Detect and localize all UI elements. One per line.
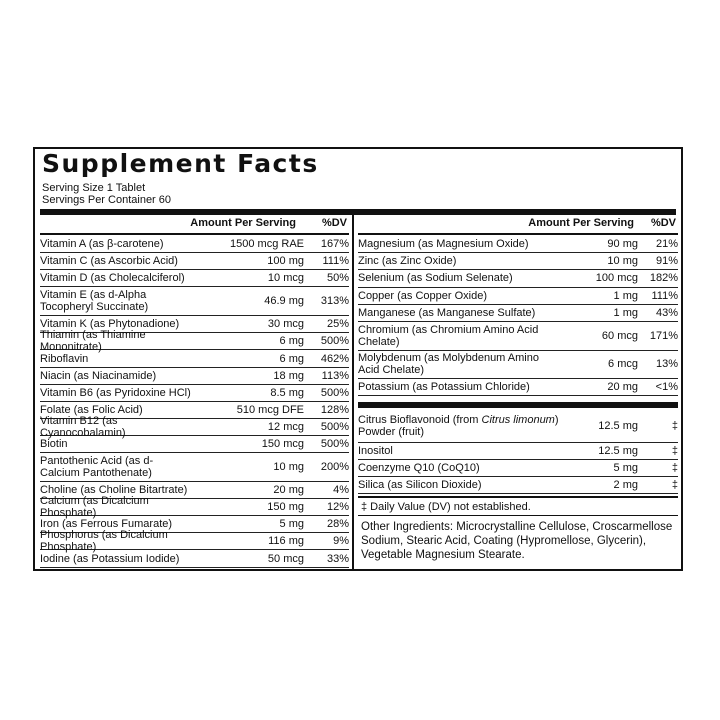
nutrient-amount: 12.5 mg	[598, 445, 638, 457]
nutrient-row	[40, 368, 349, 385]
nutrient-row	[40, 551, 349, 568]
right-header-dv: %DV	[650, 217, 676, 229]
nutrient-dv: 113%	[321, 369, 349, 382]
nutrient-row	[358, 236, 678, 253]
nutrient-amount: 5 mg	[279, 518, 304, 531]
left-column-header	[40, 217, 349, 229]
nutrient-amount: 90 mg	[607, 238, 638, 251]
nutrient-name: Vitamin B6 (as Pyridoxine HCl)	[40, 386, 191, 399]
right-header-rule	[358, 233, 678, 235]
other-ingredients: Other Ingredients: Microcrystalline Cellulose, Croscarmellose Sodium, Stearic Acid, Coating (Hypromellose, Glycerin), Vegetable Magnesium Stearate.	[361, 521, 673, 561]
nutrient-amount: 150 mg	[267, 501, 304, 514]
nutrient-amount: 46.9 mg	[264, 295, 304, 308]
nutrient-amount: 150 mcg	[261, 438, 304, 451]
nutrient-name: Magnesium (as Magnesium Oxide)	[358, 238, 529, 251]
nutrient-dv: 9%	[333, 535, 349, 548]
nutrient-row	[358, 351, 678, 380]
nutrient-dv: ‡	[671, 419, 678, 432]
nutrient-name: Vitamin E (as d-Alpha Tocopheryl Succinate)	[40, 289, 149, 314]
nutrient-amount: 20 mg	[607, 381, 638, 394]
nutrient-name: Vitamin K (as Phytonadione)	[40, 318, 180, 331]
nutrient-row	[40, 414, 349, 439]
nutrient-amount: 8.5 mg	[270, 386, 304, 399]
left-header-rule	[40, 233, 349, 235]
nutrient-name: Vitamin C (as Ascorbic Acid)	[40, 255, 178, 268]
nutrient-row	[40, 529, 349, 554]
nutrient-name: Citrus Bioflavonoid (from Citrus limonum) Powder (fruit)	[358, 413, 559, 438]
nutrient-row	[358, 460, 678, 477]
nutrient-dv: 167%	[320, 238, 349, 251]
nutrient-name: Silica (as Silicon Dioxide)	[358, 479, 482, 491]
nutrient-amount: 12 mcg	[267, 420, 304, 433]
left-header-dv: %DV	[321, 217, 347, 229]
nutrient-dv: 462%	[320, 352, 349, 365]
nutrient-name: Selenium (as Sodium Selenate)	[358, 272, 513, 285]
nutrient-name: Phosphorus (as Dicalcium Phosphate)	[40, 529, 168, 554]
nutrient-row	[40, 329, 349, 354]
nutrient-name: Iron (as Ferrous Fumarate)	[40, 518, 173, 531]
nutrient-amount: 6 mcg	[608, 358, 638, 371]
nutrient-name: Calcium (as Dicalcium Phosphate)	[40, 495, 149, 520]
nutrient-dv: 21%	[655, 238, 678, 251]
nutrient-dv: 43%	[655, 306, 678, 319]
nutrient-dv: 12%	[326, 501, 349, 514]
nutrient-row	[40, 495, 349, 520]
nutrient-name: Chromium (as Chromium Amino Acid Chelate)	[358, 323, 539, 348]
panel-title: Supplement Facts	[42, 149, 319, 178]
nutrient-dv: 500%	[320, 420, 349, 433]
nutrient-row	[358, 477, 678, 494]
nutrient-amount: 6 mg	[279, 335, 304, 348]
nutrient-amount: 116 mg	[268, 535, 304, 548]
nutrient-dv: 28%	[326, 518, 349, 531]
nutrient-name: Manganese (as Manganese Sulfate)	[358, 306, 536, 319]
nutrient-name: Copper (as Copper Oxide)	[358, 289, 488, 302]
nutrient-name: Pantothenic Acid (as d-Calcium Pantothenate)	[40, 455, 154, 480]
nutrient-amount: 10 mg	[607, 255, 638, 268]
nutrient-name: Vitamin A (as β-carotene)	[40, 238, 164, 251]
nutrient-name: Riboflavin	[40, 352, 89, 365]
nutrient-dv: 128%	[320, 403, 349, 416]
nutrient-dv: ‡	[671, 445, 678, 457]
right-section-rule	[358, 402, 678, 408]
nutrient-name: Vitamin D (as Cholecalciferol)	[40, 272, 185, 285]
nutrient-amount: 510 mcg DFE	[236, 403, 304, 416]
nutrient-row	[358, 322, 678, 351]
nutrient-amount: 100 mcg	[595, 272, 638, 285]
nutrient-amount: 20 mg	[273, 484, 304, 497]
nutrient-dv: 500%	[320, 438, 349, 451]
nutrient-name: Vitamin B12 (as Cyanocobalamin)	[40, 414, 126, 439]
nutrient-amount: 100 mg	[267, 255, 304, 268]
right-header-amount: Amount Per Serving	[528, 217, 634, 229]
nutrient-dv: 25%	[326, 318, 349, 331]
nutrient-dv: 111%	[322, 255, 349, 268]
nutrient-name: Thiamin (as Thiamine Mononitrate)	[40, 329, 146, 354]
nutrient-name: Folate (as Folic Acid)	[40, 403, 143, 416]
nutrient-amount: 60 mcg	[601, 329, 638, 342]
nutrient-row	[358, 288, 678, 305]
nutrient-row	[40, 270, 349, 287]
nutrient-name: Niacin (as Niacinamide)	[40, 369, 157, 382]
nutrient-dv: 91%	[655, 255, 678, 268]
nutrient-amount: 2 mg	[613, 479, 638, 491]
nutrient-dv: 200%	[320, 461, 349, 474]
nutrient-dv: ‡	[671, 479, 678, 491]
column-divider	[352, 209, 354, 571]
nutrient-row	[358, 409, 678, 443]
nutrient-amount: 5 mg	[613, 462, 638, 474]
nutrient-dv: ‡	[671, 462, 678, 474]
nutrient-dv: 4%	[333, 484, 349, 497]
nutrient-dv: <1%	[655, 381, 678, 394]
nutrient-row	[40, 236, 349, 253]
serving-info	[42, 182, 171, 206]
dv-footnote: ‡ Daily Value (DV) not established.	[361, 501, 531, 513]
nutrient-amount: 1500 mcg RAE	[230, 238, 304, 251]
nutrient-amount: 1 mg	[613, 306, 638, 319]
nutrient-name: Coenzyme Q10 (CoQ10)	[358, 462, 480, 474]
nutrient-row	[40, 385, 349, 402]
nutrient-amount: 10 mcg	[267, 272, 304, 285]
nutrient-row	[40, 436, 349, 453]
nutrient-name: Inositol	[358, 445, 393, 457]
nutrient-row	[358, 379, 678, 396]
nutrient-row	[358, 253, 678, 270]
nutrient-row	[358, 305, 678, 322]
nutrient-dv: 171%	[649, 329, 678, 342]
nutrient-name: Potassium (as Potassium Chloride)	[358, 381, 530, 394]
nutrient-amount: 30 mcg	[267, 318, 304, 331]
servings-per-container: Servings Per Container 60	[42, 194, 172, 206]
nutrient-amount: 18 mg	[273, 369, 304, 382]
nutrient-row	[358, 443, 678, 460]
nutrient-name: Biotin	[40, 438, 68, 451]
nutrient-dv: 111%	[651, 289, 678, 302]
nutrient-amount: 1 mg	[613, 289, 638, 302]
footnote-rule	[358, 496, 678, 498]
nutrient-row	[40, 253, 349, 270]
right-column-header	[358, 217, 678, 229]
supplement-facts-panel	[33, 147, 683, 571]
nutrient-dv: 313%	[320, 295, 349, 308]
nutrient-dv: 33%	[326, 552, 349, 565]
nutrient-name: Iodine (as Potassium Iodide)	[40, 552, 180, 565]
nutrient-amount: 6 mg	[279, 352, 304, 365]
nutrient-name: Molybdenum (as Molybdenum Amino Acid Chelate)	[358, 352, 539, 377]
nutrient-name: Choline (as Choline Bitartrate)	[40, 484, 188, 497]
thick-rule	[40, 209, 676, 215]
nutrient-dv: 13%	[655, 358, 678, 371]
serving-size: Serving Size 1 Tablet	[42, 182, 146, 194]
nutrient-dv: 50%	[326, 272, 349, 285]
nutrient-dv: 500%	[320, 386, 349, 399]
nutrient-amount: 50 mcg	[267, 552, 304, 565]
nutrient-row	[358, 270, 678, 287]
nutrient-amount: 12.5 mg	[598, 419, 638, 432]
nutrient-dv: 500%	[320, 335, 349, 348]
nutrient-name: Zinc (as Zinc Oxide)	[358, 255, 457, 268]
nutrient-row	[40, 453, 349, 482]
footnote-bottom-rule	[358, 515, 678, 516]
nutrient-row	[40, 287, 349, 316]
left-header-amount: Amount Per Serving	[190, 217, 296, 229]
nutrient-row	[40, 351, 349, 368]
nutrient-dv: 182%	[649, 272, 678, 285]
nutrient-amount: 10 mg	[273, 461, 304, 474]
